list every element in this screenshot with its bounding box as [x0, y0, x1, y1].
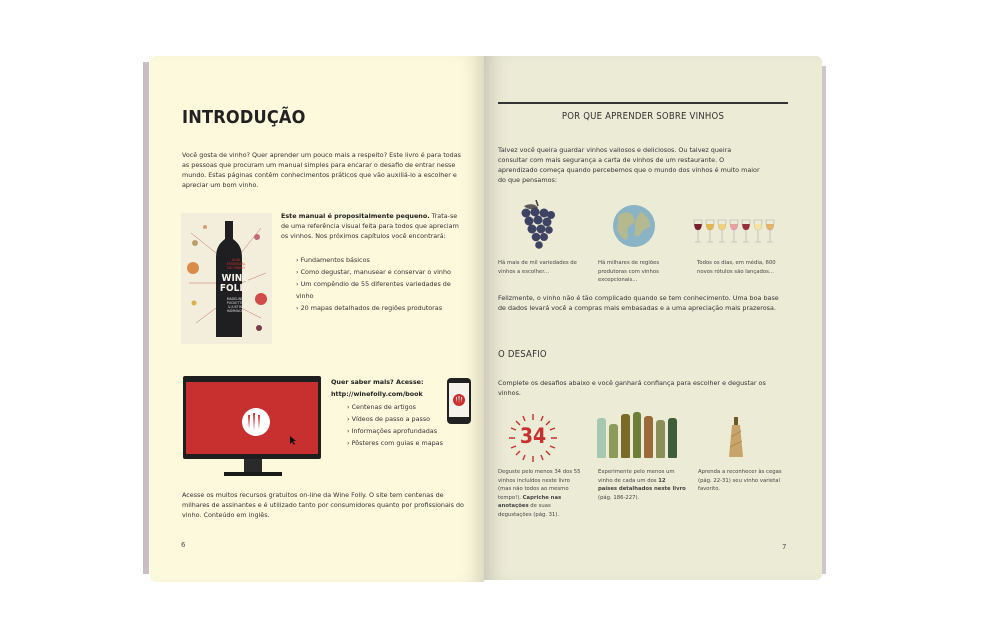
poster-authors	[216, 297, 254, 313]
list-item: › Pôsteres com guias e mapas	[347, 437, 467, 449]
section-heading: POR QUE APRENDER SOBRE VINHOS	[561, 111, 725, 122]
challenge-1-part: de suas degustações (pág. 31).	[498, 503, 560, 518]
list-item: › Fundamentos básicos	[296, 254, 468, 266]
more-list	[347, 401, 467, 449]
more-url-link[interactable]: http://winefolly.com/book	[331, 390, 423, 398]
list-item: › Um compêndio de 55 diferentes variedades de vinho	[296, 278, 468, 302]
list-item: › Como degustar, manusear e conservar o vinho	[296, 266, 468, 278]
poster-brand	[213, 274, 257, 294]
right-intro-paragraph: Talvez você queira guardar vinhos valiosos e deliciosos. Ou talvez queira consultar com mais segurança a carta de vinhos de um restaurante. O aprendizado começa quando percebemos que o mundo dos vinhos é muito maior do que pensamos:	[498, 146, 760, 184]
grape-icon	[516, 200, 558, 254]
monitor-base	[224, 472, 282, 476]
monitor-screen	[186, 382, 318, 454]
page-title: INTRODUÇÃO	[182, 107, 306, 128]
challenge-2-part: (pág. 186-227).	[598, 494, 640, 501]
page-number-left: 6	[181, 541, 186, 549]
bottle	[644, 416, 653, 458]
challenge-1-text	[498, 468, 584, 519]
challenge-2-text	[598, 468, 686, 502]
manual-paragraph	[281, 211, 462, 241]
fact-regions: Há milhares de regiões produtoras com vinhos excepcionais...	[598, 260, 660, 283]
challenge-1-part: Deguste pelo menos 34 dos 55 vinhos incluídos neste livro (mas não todos ao mesmo tempo!).	[498, 469, 581, 501]
poster-line2: ESSENCIAL	[226, 262, 246, 266]
globe-icon	[612, 204, 656, 248]
monitor-illustration	[183, 376, 321, 459]
bottle	[609, 424, 618, 458]
cover-edge-left	[143, 62, 149, 574]
monitor-stand	[244, 459, 262, 473]
bottle	[668, 418, 677, 458]
bagged-bottle-icon	[726, 417, 746, 459]
fact-labels: Todos os dias, em média, 600 novos rótulos são lançados...	[697, 260, 776, 275]
bottle	[597, 418, 606, 458]
wine-glasses-icon	[692, 218, 784, 248]
page-number-right: 7	[782, 543, 787, 551]
wine-folly-logo-icon	[186, 382, 318, 454]
manual-text: Trata-se de uma referência visual feita para todos que apreciam os vinhos. Nos próximos capítulos você encontrará:	[281, 212, 459, 240]
bottle	[621, 414, 630, 458]
poster-author3: & JUSTIN	[227, 305, 243, 309]
challenge-number: 34	[519, 424, 547, 448]
list-item: › Vídeos de passo a passo	[347, 413, 467, 425]
challenge-heading: O DESAFIO	[498, 349, 547, 360]
poster-author1: MADELINE	[226, 297, 244, 301]
fact-varieties: Há mais de mil variedades de vinhos a escolher...	[498, 260, 577, 275]
manual-bold: Este manual é propositalmente pequeno.	[281, 212, 430, 220]
more-title: Quer saber mais? Acesse:	[331, 378, 424, 386]
poster-subtitle	[221, 258, 251, 270]
challenge-2-bold: 12 países detalhados neste livro	[598, 477, 686, 492]
bottle	[633, 412, 641, 458]
challenge-1-bold: Capriche nas anotações	[498, 494, 562, 509]
challenge-intro: Complete os desafios abaixo e você ganhará confiança para escolher e degustar os vinhos.	[498, 379, 766, 397]
bottles-icon	[597, 412, 687, 458]
list-item: › Centenas de artigos	[347, 401, 467, 413]
poster-line1: GUIA	[231, 258, 241, 262]
list-item: › Informações aprofundadas	[347, 425, 467, 437]
poster-author2: PUCKETTE	[226, 301, 244, 305]
bottle	[656, 420, 665, 458]
poster-brand-line2: FOLLY	[219, 283, 251, 294]
poster-brand-line1: WINE	[221, 273, 249, 284]
poster-author4: HAMMACK	[226, 309, 244, 313]
heading-rule	[498, 102, 788, 104]
manual-list	[296, 254, 468, 314]
challenge-3-text: Aprenda a reconhecer às cegas (pág. 22-31) seu vinho varietal favorito.	[698, 469, 782, 492]
challenge-2-part: Experimente pelo menos um vinho de cada um dos	[598, 469, 675, 484]
list-item: › 20 mapas detalhados de regiões produtoras	[296, 302, 468, 314]
right-body-paragraph: Felizmente, o vinho não é tão complicado quando se tem conhecimento. Uma boa base de dados levará você a compras mais embasadas e a uma apreciação mais prazerosa.	[498, 294, 779, 312]
poster-line3: DO VINHO	[227, 266, 245, 270]
footer-paragraph: Acesse os muitos recursos gratuitos on-line da Wine Folly. O site tem centenas de milhares de assinantes e é utilizado tanto por consumidores quanto por profissionais do vinho. Conteúdo em inglês.	[182, 491, 464, 519]
intro-paragraph: Você gosta de vinho? Quer aprender um pouco mais a respeito? Este livro é para todas as pessoas que procuram um manual simples para encarar o desafio de entrar nesse mundo. Estas páginas contêm conhecimentos práticos que vão auxiliá-lo a escolher e apreciar um bom vinho.	[182, 151, 461, 189]
